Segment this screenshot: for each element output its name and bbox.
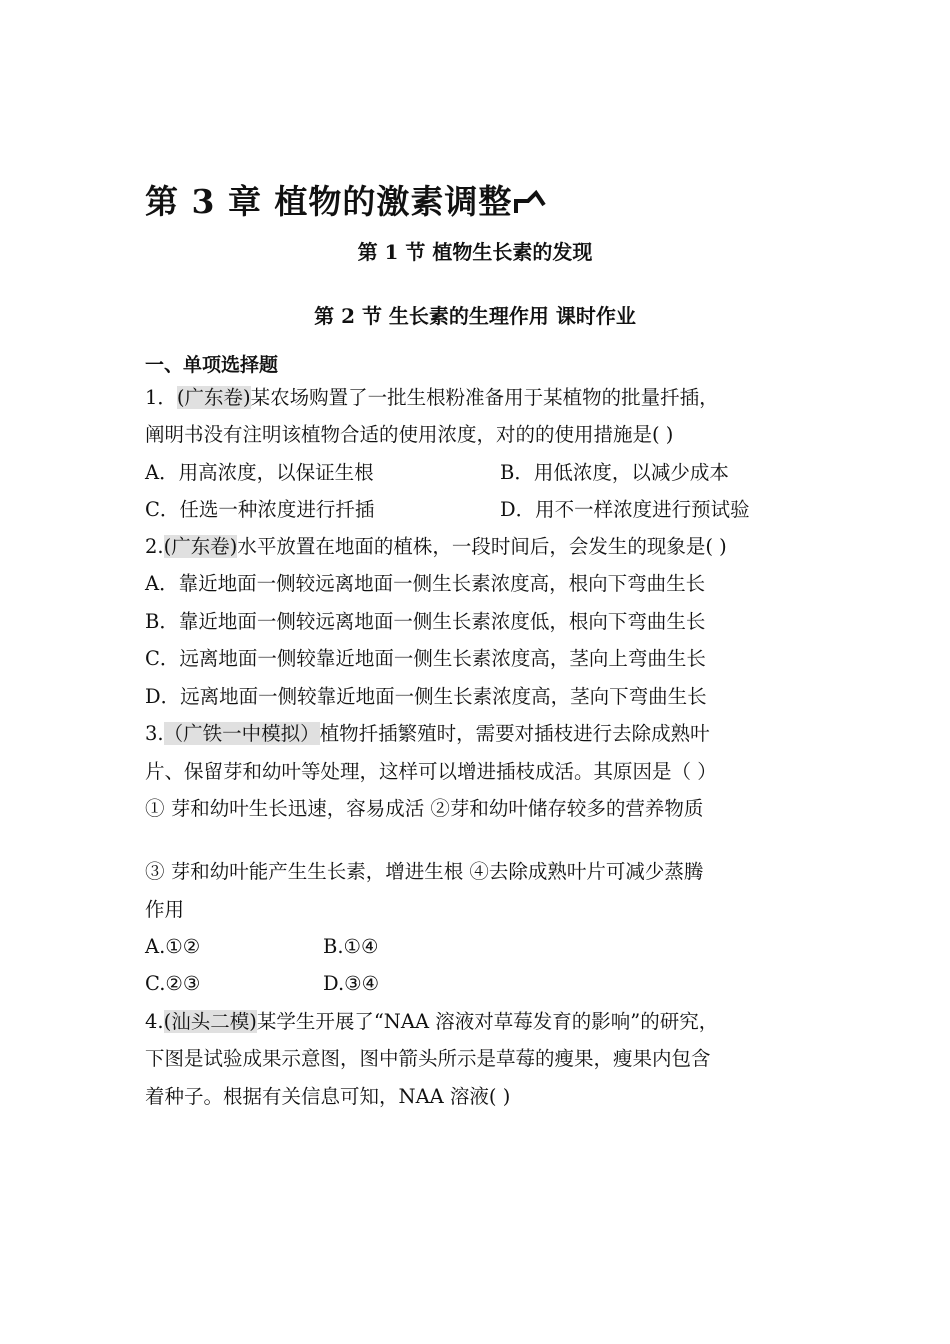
q3-line-1 <box>145 721 710 747</box>
q2-source: (广东卷) <box>163 535 238 558</box>
q3-option-b: B.①④ <box>323 935 379 958</box>
q3-option-a: A.①② <box>145 935 201 958</box>
q1-option-c: C．任选一种浓度进行扦插 <box>145 498 375 521</box>
q3-item-2-cont: 作用 <box>145 898 185 921</box>
q1-stem-2: 阐明书没有注明该植物合适的使用浓度，对的的使用措施是( ) <box>145 423 674 446</box>
q4-stem-2: 下图是试验成果示意图，图中箭头所示是草莓的瘦果，瘦果内包含 <box>145 1047 711 1070</box>
q1-line-1 <box>145 385 719 411</box>
q3-stem-2: 片、保留芽和幼叶等处理，这样可以增进插枝成活。其原因是（ ） <box>145 760 717 783</box>
q2-number: 2. <box>145 535 164 558</box>
q2-option-a: A．靠近地面一侧较远离地面一侧生长素浓度高，根向下弯曲生长 <box>145 572 706 595</box>
q3-option-d: D.③④ <box>323 972 380 995</box>
part-heading: 一、单项选择题 <box>145 354 279 376</box>
q4-stem-3: 着种子。根据有关信息可知，NAA 溶液( ) <box>145 1085 511 1108</box>
q1-option-b: B．用低浓度，以减少成本 <box>500 461 729 484</box>
section-2-title: 第 2 节 生长素的生理作用 课时作业 <box>314 304 636 328</box>
q2-stem: 水平放置在地面的植株，一段时间后，会发生的现象是( ) <box>237 535 727 558</box>
q1-stem-1: 某农场购置了一批生根粉准备用于某植物的批量扦插， <box>250 386 719 409</box>
q2-line-1 <box>145 534 727 560</box>
q3-stem-1: 植物扦插繁殖时，需要对插枝进行去除成熟叶 <box>319 722 710 745</box>
q3-option-c: C.②③ <box>145 972 201 995</box>
q1-number: 1． <box>145 386 177 409</box>
q4-number: 4. <box>145 1010 164 1033</box>
q1-option-d: D．用不一样浓度进行预试验 <box>500 498 750 521</box>
q2-option-d: D．远离地面一侧较靠近地面一侧生长素浓度高，茎向下弯曲生长 <box>145 685 707 708</box>
q4-line-1 <box>145 1009 718 1035</box>
chapter-title <box>145 176 546 223</box>
cursor-mark-icon <box>514 184 546 223</box>
q3-source: （广铁一中模拟） <box>163 722 320 745</box>
q3-item-1: ① 芽和幼叶生长迅速，容易成活 ②芽和幼叶储存较多的营养物质 <box>145 797 704 820</box>
q1-source: (广东卷) <box>176 386 251 409</box>
q1-option-a: A．用高浓度，以保证生根 <box>145 461 374 484</box>
q3-item-2: ③ 芽和幼叶能产生生长素，增进生根 ④去除成熟叶片可减少蒸腾 <box>145 860 704 883</box>
q4-source: (汕头二模) <box>163 1010 257 1033</box>
q2-option-c: C．远离地面一侧较靠近地面一侧生长素浓度高，茎向上弯曲生长 <box>145 647 706 670</box>
q2-option-b: B．靠近地面一侧较远离地面一侧生长素浓度低，根向下弯曲生长 <box>145 610 706 633</box>
q3-number: 3. <box>145 722 164 745</box>
q4-stem-1: 某学生开展了“NAA 溶液对草莓发育的影响”的研究， <box>256 1010 719 1033</box>
section-1-title: 第 1 节 植物生长素的发现 <box>357 240 593 264</box>
chapter-title-text: 第 3 章 植物的激素调整 <box>145 182 513 221</box>
